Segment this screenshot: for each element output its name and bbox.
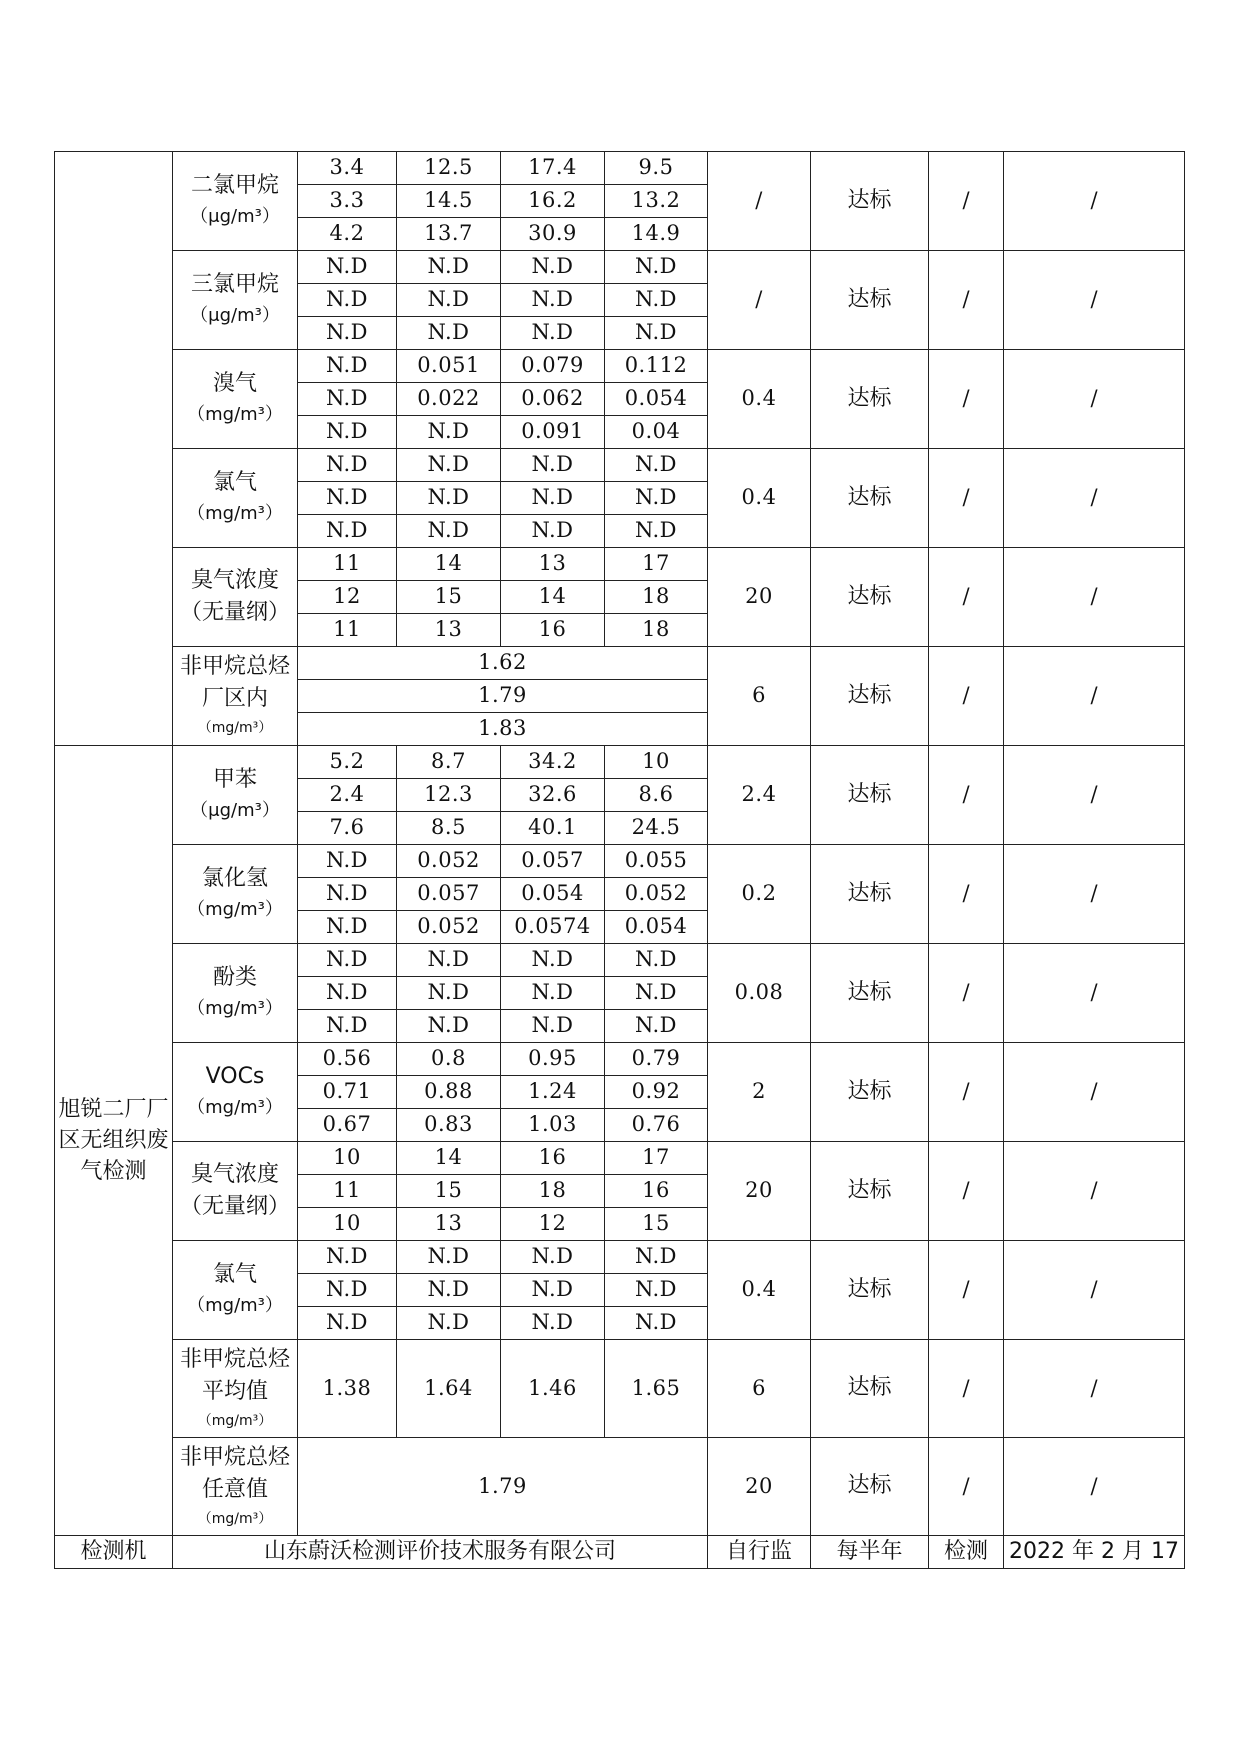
remark-cell: / (929, 944, 1004, 1043)
pollutant-unit: （μg/m³） (190, 800, 280, 821)
pollutant-name-cell (173, 1142, 298, 1241)
measurement-value: 0.56 (298, 1043, 397, 1076)
pollutant-name: 甲苯 (212, 767, 257, 792)
measurement-value: 0.76 (605, 1109, 708, 1142)
pollutant-name-cell (173, 548, 298, 647)
measurement-value: N.D (298, 251, 397, 284)
table-row (55, 548, 1185, 581)
pollutant-unit: （mg/m³） (187, 404, 283, 425)
limit-value: 0.08 (708, 944, 811, 1043)
remark-cell: / (1004, 449, 1185, 548)
measurement-value: N.D (298, 482, 397, 515)
pollutant-name: 二氯甲烷 (190, 173, 279, 198)
measurement-value: 18 (605, 614, 708, 647)
measurement-value: 0.051 (397, 350, 501, 383)
limit-value: 0.4 (708, 350, 811, 449)
measurement-value: N.D (397, 251, 501, 284)
measurement-value: N.D (397, 515, 501, 548)
table-row (55, 845, 1185, 878)
pollutant-name-cell (173, 1340, 298, 1438)
remark-cell: / (1004, 152, 1185, 251)
compliance-result: 达标 (811, 548, 929, 647)
pollutant-name-cell (173, 1043, 298, 1142)
remark-cell: / (929, 1142, 1004, 1241)
table-row (55, 1241, 1185, 1274)
measurement-value: N.D (605, 1307, 708, 1340)
pollutant-name: 酚类 (212, 965, 257, 990)
measurement-value: 11 (298, 548, 397, 581)
measurement-value: 5.2 (298, 746, 397, 779)
measurement-value: 17.4 (501, 152, 605, 185)
measurement-value: 3.3 (298, 185, 397, 218)
measurement-value: N.D (397, 317, 501, 350)
measurement-value: 16 (501, 614, 605, 647)
measurement-value: 7.6 (298, 812, 397, 845)
pollutant-unit: （mg/m³） (197, 720, 273, 736)
measurement-value: N.D (501, 449, 605, 482)
measurement-value: 0.062 (501, 383, 605, 416)
pollutant-name: 溴气 (212, 371, 257, 396)
measurement-value: 1.24 (501, 1076, 605, 1109)
measurement-value: 12.5 (397, 152, 501, 185)
compliance-result: 达标 (811, 1340, 929, 1438)
table-row (55, 1142, 1185, 1175)
compliance-result: 达标 (811, 449, 929, 548)
measurement-value: N.D (298, 1241, 397, 1274)
remark-cell: / (1004, 1438, 1185, 1536)
table-row (55, 350, 1185, 383)
measurement-value: N.D (397, 1241, 501, 1274)
measurement-value: 0.022 (397, 383, 501, 416)
measurement-value: 0.079 (501, 350, 605, 383)
measurement-value: N.D (501, 1274, 605, 1307)
remark-cell: / (1004, 1241, 1185, 1340)
measurement-value: 1.03 (501, 1109, 605, 1142)
remark-cell: / (1004, 1340, 1185, 1438)
measurement-value: 16 (605, 1175, 708, 1208)
remark-cell: / (1004, 944, 1185, 1043)
measurement-value: 0.052 (397, 911, 501, 944)
remark-cell: / (929, 1438, 1004, 1536)
pollutant-name-cell (173, 152, 298, 251)
measurement-value: 0.052 (397, 845, 501, 878)
pollutant-name-cell (173, 1438, 298, 1536)
testing-company: 山东蔚沃检测评价技术服务有限公司 (173, 1536, 708, 1569)
limit-value: 6 (708, 1340, 811, 1438)
footer-label: 检测机 (55, 1536, 173, 1569)
compliance-result: 达标 (811, 1438, 929, 1536)
measurement-value: 24.5 (605, 812, 708, 845)
pollutant-unit: （mg/m³） (197, 1412, 273, 1429)
measurement-value: 0.054 (501, 878, 605, 911)
measurement-value: N.D (501, 1307, 605, 1340)
measurement-value: 10 (298, 1208, 397, 1241)
pollutant-name: 氯气 (212, 470, 257, 495)
limit-value: 0.2 (708, 845, 811, 944)
pollutant-unit: （mg/m³） (197, 1510, 273, 1527)
measurement-value: 12 (501, 1208, 605, 1241)
measurement-value: 8.5 (397, 812, 501, 845)
measurement-value: 1.79 (298, 680, 708, 713)
measurement-value: 0.057 (501, 845, 605, 878)
limit-value: / (708, 152, 811, 251)
remark-cell: / (1004, 548, 1185, 647)
measurement-value: 12.3 (397, 779, 501, 812)
measurement-value: 14 (397, 548, 501, 581)
remark-cell: / (1004, 647, 1185, 746)
pollutant-unit: （μg/m³） (190, 305, 280, 326)
table-row (55, 1438, 1185, 1536)
remark-cell: / (929, 647, 1004, 746)
limit-value: 6 (708, 647, 811, 746)
compliance-result: 达标 (811, 647, 929, 746)
measurement-value: 13 (501, 548, 605, 581)
measurement-value: N.D (298, 1010, 397, 1043)
pollutant-name: 氯气 (212, 1262, 257, 1287)
measurement-value: 10 (298, 1142, 397, 1175)
measurement-value: 11 (298, 614, 397, 647)
group-label (55, 152, 173, 746)
remark-cell: / (929, 746, 1004, 845)
pollutant-name-cell (173, 746, 298, 845)
measurement-value: N.D (605, 482, 708, 515)
pollutant-name: 氯化氢 (201, 866, 268, 891)
measurement-value: N.D (501, 1241, 605, 1274)
measurement-value: 8.6 (605, 779, 708, 812)
measurement-value: N.D (397, 1274, 501, 1307)
measurement-value: N.D (298, 1274, 397, 1307)
limit-value: 2 (708, 1043, 811, 1142)
measurement-value: N.D (298, 416, 397, 449)
compliance-result: 达标 (811, 845, 929, 944)
table-row (55, 152, 1185, 185)
measurement-value: 30.9 (501, 218, 605, 251)
measurement-value: 0.112 (605, 350, 708, 383)
measurement-value: N.D (605, 449, 708, 482)
measurement-value: 14 (397, 1142, 501, 1175)
measurement-value: 0.8 (397, 1043, 501, 1076)
measurement-value: N.D (605, 1241, 708, 1274)
measurement-value: 0.0574 (501, 911, 605, 944)
measurement-value: 3.4 (298, 152, 397, 185)
pollutant-name: 臭气浓度（无量纲） (179, 1162, 290, 1219)
measurement-value: 13.2 (605, 185, 708, 218)
pollutant-name-cell (173, 251, 298, 350)
measurement-value: N.D (397, 944, 501, 977)
pollutant-name-cell (173, 350, 298, 449)
table-row (55, 944, 1185, 977)
remark-cell: / (929, 449, 1004, 548)
measurement-value: N.D (605, 284, 708, 317)
measurement-value: N.D (605, 317, 708, 350)
measurement-value: N.D (298, 317, 397, 350)
compliance-result: 达标 (811, 1241, 929, 1340)
measurement-value: 15 (397, 581, 501, 614)
measurement-value: 13.7 (397, 218, 501, 251)
pollutant-name-cell (173, 845, 298, 944)
measurement-value: N.D (501, 482, 605, 515)
remark-cell: / (929, 1241, 1004, 1340)
measurement-value: N.D (397, 449, 501, 482)
measurement-value: N.D (397, 1307, 501, 1340)
measurement-value: N.D (397, 482, 501, 515)
measurement-value: N.D (605, 1274, 708, 1307)
pollutant-name-cell (173, 647, 298, 746)
measurement-value: N.D (298, 944, 397, 977)
measurement-value: N.D (501, 1010, 605, 1043)
limit-value: / (708, 251, 811, 350)
footer-cell: 检测 (929, 1536, 1004, 1569)
measurement-value: 16.2 (501, 185, 605, 218)
measurement-value: N.D (605, 251, 708, 284)
monitoring-results-table (54, 151, 1185, 1569)
table-row (55, 251, 1185, 284)
measurement-value: N.D (397, 1010, 501, 1043)
measurement-value: 12 (298, 581, 397, 614)
measurement-value: 0.79 (605, 1043, 708, 1076)
measurement-value: 15 (605, 1208, 708, 1241)
compliance-result: 达标 (811, 944, 929, 1043)
compliance-result: 达标 (811, 1043, 929, 1142)
measurement-value: 0.054 (605, 911, 708, 944)
remark-cell: / (929, 1340, 1004, 1438)
measurement-value: 1.65 (605, 1340, 708, 1438)
measurement-value: N.D (605, 977, 708, 1010)
remark-cell: / (1004, 746, 1185, 845)
measurement-value: 9.5 (605, 152, 708, 185)
measurement-value: 1.64 (397, 1340, 501, 1438)
measurement-value: N.D (501, 977, 605, 1010)
measurement-value: 14 (501, 581, 605, 614)
measurement-value: 32.6 (501, 779, 605, 812)
monitoring-type: 自行监 (708, 1536, 811, 1569)
measurement-value: N.D (501, 284, 605, 317)
measurement-value: 13 (397, 614, 501, 647)
measurement-value: N.D (298, 515, 397, 548)
measurement-value: 34.2 (501, 746, 605, 779)
measurement-value: 0.95 (501, 1043, 605, 1076)
compliance-result: 达标 (811, 350, 929, 449)
measurement-value: 14.5 (397, 185, 501, 218)
measurement-value: 0.71 (298, 1076, 397, 1109)
measurement-value: 0.04 (605, 416, 708, 449)
measurement-value: 1.38 (298, 1340, 397, 1438)
remark-cell: / (929, 350, 1004, 449)
limit-value: 0.4 (708, 449, 811, 548)
measurement-value: N.D (298, 449, 397, 482)
remark-cell: / (1004, 845, 1185, 944)
measurement-value: N.D (501, 251, 605, 284)
pollutant-name: 臭气浓度（无量纲） (179, 568, 290, 625)
compliance-result: 达标 (811, 152, 929, 251)
limit-value: 20 (708, 1438, 811, 1536)
measurement-value: N.D (605, 944, 708, 977)
measurement-value: N.D (298, 383, 397, 416)
remark-cell: / (1004, 251, 1185, 350)
pollutant-name: 非甲烷总烃平均值 (179, 1346, 290, 1404)
pollutant-unit: （mg/m³） (187, 1295, 283, 1316)
measurement-value: 0.83 (397, 1109, 501, 1142)
measurement-value: N.D (501, 317, 605, 350)
measurement-value: 18 (501, 1175, 605, 1208)
measurement-value: 14.9 (605, 218, 708, 251)
measurement-value: 1.46 (501, 1340, 605, 1438)
measurement-value: 4.2 (298, 218, 397, 251)
remark-cell: / (929, 152, 1004, 251)
measurement-value: 0.67 (298, 1109, 397, 1142)
measurement-value: 18 (605, 581, 708, 614)
measurement-value: 13 (397, 1208, 501, 1241)
measurement-value: N.D (397, 416, 501, 449)
remark-cell: / (929, 845, 1004, 944)
measurement-value: N.D (501, 515, 605, 548)
date-cell: 2022 年 2 月 17 (1004, 1536, 1185, 1569)
measurement-value: N.D (298, 284, 397, 317)
measurement-value: 0.091 (501, 416, 605, 449)
pollutant-name-cell (173, 449, 298, 548)
group-label: 旭锐二厂厂区无组织废气检测 (55, 746, 173, 1536)
measurement-value: 10 (605, 746, 708, 779)
pollutant-unit: （mg/m³） (187, 1097, 283, 1118)
table-row (55, 1340, 1185, 1438)
measurement-value: 11 (298, 1175, 397, 1208)
measurement-value: 16 (501, 1142, 605, 1175)
pollutant-unit: （mg/m³） (187, 899, 283, 920)
pollutant-name: VOCs (205, 1064, 265, 1089)
table-row (55, 1043, 1185, 1076)
measurement-value: 40.1 (501, 812, 605, 845)
frequency: 每半年 (811, 1536, 929, 1569)
limit-value: 20 (708, 548, 811, 647)
table-row (55, 647, 1185, 680)
measurement-value: N.D (605, 515, 708, 548)
compliance-result: 达标 (811, 746, 929, 845)
remark-cell: / (1004, 350, 1185, 449)
pollutant-unit: （mg/m³） (187, 503, 283, 524)
measurement-value: 1.83 (298, 713, 708, 746)
remark-cell: / (1004, 1142, 1185, 1241)
measurement-value: 8.7 (397, 746, 501, 779)
footer-row (55, 1536, 1185, 1569)
measurement-value: 17 (605, 1142, 708, 1175)
remark-cell: / (929, 1043, 1004, 1142)
measurement-value: 0.88 (397, 1076, 501, 1109)
pollutant-name-cell (173, 1241, 298, 1340)
pollutant-unit: （mg/m³） (187, 998, 283, 1019)
measurement-value: 0.92 (605, 1076, 708, 1109)
measurement-value: 0.055 (605, 845, 708, 878)
measurement-value: N.D (605, 1010, 708, 1043)
measurement-value: N.D (298, 1307, 397, 1340)
measurement-value: 0.054 (605, 383, 708, 416)
limit-value: 2.4 (708, 746, 811, 845)
measurement-value: 1.79 (298, 1438, 708, 1536)
measurement-value: N.D (501, 944, 605, 977)
measurement-value: 17 (605, 548, 708, 581)
pollutant-name: 非甲烷总烃任意值 (179, 1444, 290, 1502)
limit-value: 20 (708, 1142, 811, 1241)
remark-cell: / (1004, 1043, 1185, 1142)
measurement-value: N.D (298, 977, 397, 1010)
remark-cell: / (929, 251, 1004, 350)
measurement-value: 15 (397, 1175, 501, 1208)
compliance-result: 达标 (811, 1142, 929, 1241)
measurement-value: 2.4 (298, 779, 397, 812)
measurement-value: N.D (298, 911, 397, 944)
measurement-value: N.D (298, 845, 397, 878)
measurement-value: N.D (298, 878, 397, 911)
compliance-result: 达标 (811, 251, 929, 350)
measurement-value: N.D (298, 350, 397, 383)
table-row (55, 449, 1185, 482)
pollutant-name: 非甲烷总烃厂区内 (179, 654, 290, 711)
measurement-value: N.D (397, 284, 501, 317)
pollutant-name-cell (173, 944, 298, 1043)
measurement-value: 0.052 (605, 878, 708, 911)
measurement-value: N.D (397, 977, 501, 1010)
remark-cell: / (929, 548, 1004, 647)
pollutant-name: 三氯甲烷 (190, 272, 279, 297)
pollutant-unit: （μg/m³） (190, 206, 280, 227)
measurement-value: 1.62 (298, 647, 708, 680)
table-row (55, 746, 1185, 779)
measurement-value: 0.057 (397, 878, 501, 911)
limit-value: 0.4 (708, 1241, 811, 1340)
